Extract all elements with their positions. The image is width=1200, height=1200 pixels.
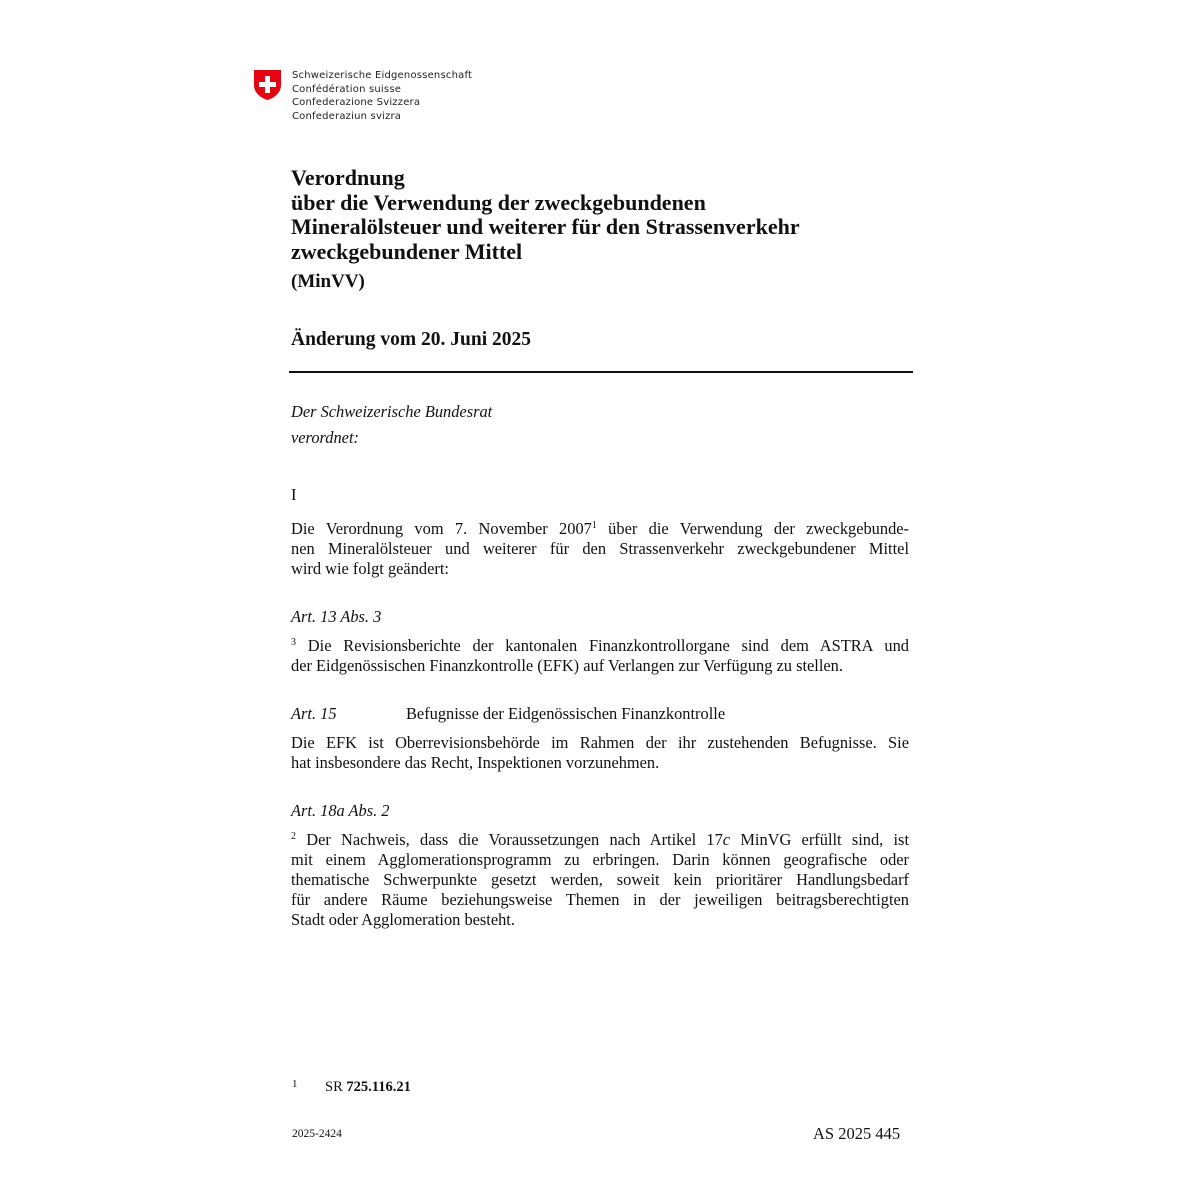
article-line: Die EFK ist Oberrevisionsbehörde im Rahmen der ihr zustehenden Befugnisse. Sie (291, 733, 909, 752)
confederation-name-it: Confederazione Svizzera (292, 97, 421, 109)
intro-text: Die Verordnung vom 7. November 2007 (291, 519, 592, 538)
article-18a-text (291, 830, 909, 930)
article-13-reference: Art. 13 Abs. 3 (291, 607, 382, 626)
intro-paragraph (291, 519, 909, 579)
title-line: Mineralölsteuer und weiterer für den Strassenverkehr (291, 214, 800, 239)
article-letter: c (722, 830, 731, 849)
confederation-name-de: Schweizerische Eidgenossenschaft (292, 70, 473, 81)
title-divider (289, 371, 913, 373)
intro-line: nen Mineralölsteuer und weiterer für den Strassenverkehr zweckgebundener Mittel (291, 539, 909, 558)
paragraph-number: 2 (291, 831, 296, 842)
article-text: Die Revisionsberichte der kantonalen Finanzkontrollorgane sind dem ASTRA und (296, 636, 909, 655)
article-15-title: Befugnisse der Eidgenössischen Finanzkontrolle (406, 704, 726, 723)
title-line: Verordnung (291, 165, 405, 190)
article-13-text (291, 636, 909, 676)
as-reference: AS 2025 445 (813, 1124, 901, 1143)
intro-line (291, 519, 909, 539)
title-abbreviation: (MinVV) (291, 271, 365, 292)
confederation-name-fr: Confédération suisse (292, 83, 402, 95)
paragraph-number: 3 (291, 637, 296, 648)
enacting-verb: verordnet: (291, 428, 359, 447)
article-line (291, 636, 909, 656)
footnote-number: 1 (292, 1078, 298, 1090)
article-text: Der Nachweis, dass die Voraussetzungen nach Artikel 17 (296, 830, 723, 849)
section-number: I (291, 485, 297, 504)
document-number: 2025-2424 (292, 1128, 342, 1140)
intro-text: über die Verwendung der zweckgebunde- (596, 519, 909, 538)
confederation-name-rm: Confederaziun svizra (292, 110, 402, 122)
issuer: Der Schweizerische Bundesrat (291, 402, 493, 421)
article-15-text (291, 733, 909, 773)
article-15-reference: Art. 15 (291, 704, 337, 723)
article-line: Stadt oder Agglomeration besteht. (291, 910, 515, 929)
document-title (291, 166, 800, 264)
footnote-text (325, 1079, 411, 1096)
title-line: über die Verwendung der zweckgebundenen (291, 189, 706, 215)
intro-line: wird wie folgt geändert: (291, 559, 449, 578)
amendment-date: Änderung vom 20. Juni 2025 (291, 329, 531, 350)
article-line (291, 830, 909, 850)
footnote-reference[interactable]: 1 (591, 520, 597, 531)
confederation-names (292, 69, 472, 123)
article-line: thematische Schwerpunkte gesetzt werden, soweit kein prioritärer Handlungsbedarf (291, 870, 909, 889)
article-line: für andere Räume beziehungsweise Themen in der jeweiligen beitragsberechtigten (291, 890, 909, 909)
swiss-coat-of-arms-icon (253, 69, 282, 101)
article-line: der Eidgenössischen Finanzkontrolle (EFK) auf Verlangen zur Verfügung zu stellen. (291, 656, 843, 675)
article-18a-reference: Art. 18a Abs. 2 (291, 801, 390, 820)
footnote-prefix: SR (325, 1079, 347, 1095)
article-text: MinVG erfüllt sind, ist (730, 830, 909, 849)
article-line: hat insbesondere das Recht, Inspektionen vorzunehmen. (291, 753, 660, 772)
sr-number: 725.116.21 (346, 1079, 411, 1095)
article-line: mit einem Agglomerationsprogramm zu erbringen. Darin können geografische oder (291, 850, 909, 869)
title-line: zweckgebundener Mittel (291, 238, 523, 264)
